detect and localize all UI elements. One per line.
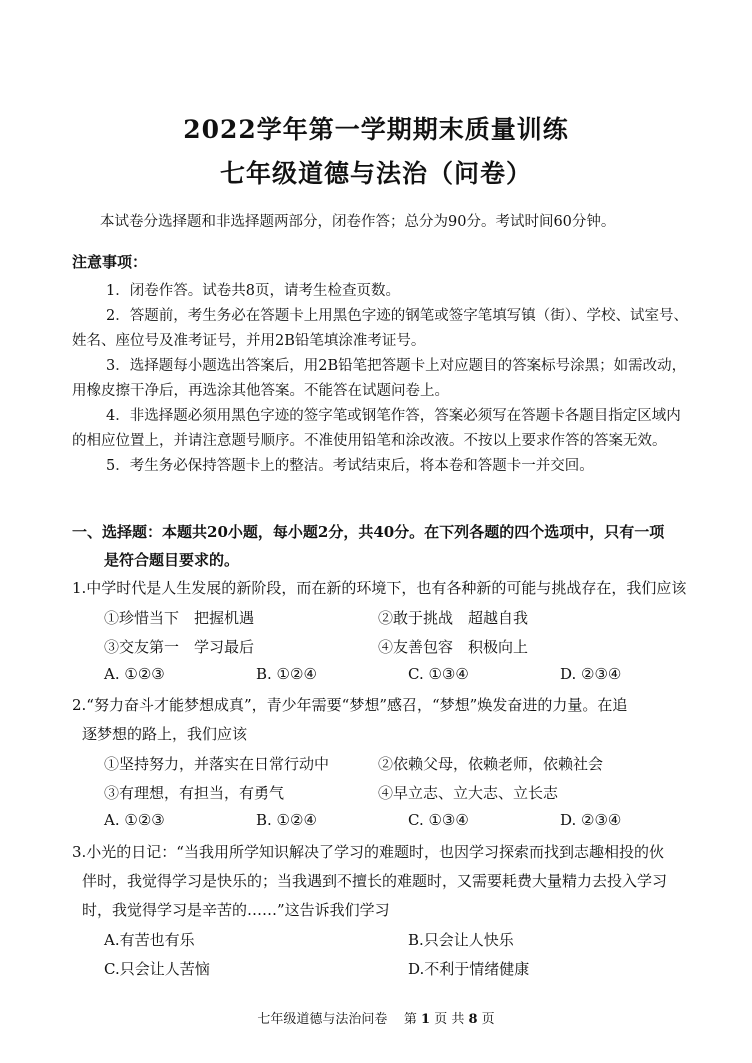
notice-item: 4．非选择题必须用黑色字迹的签字笔或钢笔作答，答案必须写在答题卡各题目指定区域内的相应位置上，并请注意题号顺序。不准使用铅笔和涂改液。不按以上要求作答的答案无效。 — [72, 408, 681, 449]
question-2-stem-line: 2.“努力奋斗才能梦想成真”，青少年需要“梦想”感召，“梦想”焕发奋进的力量。在追 — [72, 696, 628, 714]
footer-page-label: 第 — [403, 1012, 417, 1027]
question-1-item: ②敢于挑战 超越自我 — [378, 609, 529, 627]
question-2-stem — [72, 691, 696, 749]
question-1-choice-c: C. ①③④ — [408, 665, 469, 683]
question-2-item: ②依赖父母，依赖老师，依赖社会 — [378, 755, 604, 773]
question-3-stem-line: 时，我觉得学习是辛苦的……”这告诉我们学习 — [82, 901, 390, 919]
exam-title: 2022学年第一学期期末质量训练 — [183, 115, 569, 144]
footer-subject: 七年级道德与法治问卷 — [257, 1012, 388, 1027]
question-1-item: ③交友第一 学习最后 — [104, 638, 255, 656]
question-3-stem-line: 3.小光的日记：“当我用所学知识解决了学习的难题时，也因学习探索而找到志趣相投的伙 — [72, 843, 664, 861]
exam-subtitle: 七年级道德与法治（问卷） — [219, 159, 532, 188]
question-3-choice-c: C.只会让人苦恼 — [104, 960, 210, 978]
notice-list — [72, 279, 692, 479]
notice-item: 5．考生务必保持答题卡上的整洁。考试结束后，将本卷和答题卡一并交回。 — [106, 458, 594, 474]
section-heading — [72, 518, 696, 574]
question-1-choice-b: B. ①②④ — [256, 665, 317, 683]
question-1-choice-d: D. ②③④ — [560, 665, 622, 683]
question-1-item: ④友善包容 积极向上 — [378, 638, 529, 656]
question-1-item: ①珍惜当下 把握机遇 — [104, 609, 255, 627]
footer-page-mid: 页 共 — [434, 1012, 465, 1027]
exam-intro: 本试卷分选择题和非选择题两部分，闭卷作答；总分为90分。考试时间60分钟。 — [100, 214, 616, 230]
question-2-item: ④早立志、立大志、立长志 — [378, 784, 559, 802]
footer-page-number: 1 — [421, 1012, 431, 1027]
section-heading-line: 一、选择题：本题共20小题，每小题2分，共40分。在下列各题的四个选项中，只有一项 — [72, 523, 665, 541]
question-3-choice-d: D.不利于情绪健康 — [408, 960, 530, 978]
question-3-choice-a: A.有苦也有乐 — [104, 931, 195, 949]
question-1-choice-a: A. ①②③ — [104, 665, 165, 683]
notice-item: 3．选择题每小题选出答案后，用2B铅笔把答题卡上对应题目的答案标号涂黑；如需改动，用橡皮擦干净后，再选涂其他答案。不能答在试题问卷上。 — [72, 358, 687, 399]
question-2-choice-b: B. ①②④ — [256, 811, 317, 829]
question-2-choice-a: A. ①②③ — [104, 811, 165, 829]
question-3-choice-b: B.只会让人快乐 — [408, 931, 514, 949]
notice-heading: 注意事项： — [72, 253, 148, 271]
question-3-stem-line: 伴时，我觉得学习是快乐的；当我遇到不擅长的难题时，又需要耗费大量精力去投入学习 — [82, 872, 668, 890]
question-2-stem-line: 逐梦想的路上，我们应该 — [82, 725, 248, 743]
question-2-item: ③有理想，有担当，有勇气 — [104, 784, 285, 802]
section-heading-line: 是符合题目要求的。 — [104, 551, 240, 569]
question-2-choice-c: C. ①③④ — [408, 811, 469, 829]
question-3-stem — [72, 838, 696, 925]
footer-page-end: 页 — [481, 1012, 495, 1027]
notice-item: 1．闭卷作答。试卷共8页，请考生检查页数。 — [106, 283, 400, 299]
notice-item: 2．答题前，考生务必在答题卡上用黑色字迹的钢笔或签字笔填写镇（街）、学校、试室号、姓名、座位号及准考证号，并用2B铅笔填涂准考证号。 — [72, 308, 688, 349]
question-2-choice-d: D. ②③④ — [560, 811, 622, 829]
page-footer — [0, 1008, 752, 1027]
question-1-stem: 1.中学时代是人生发展的新阶段，而在新的环境下，也有各种新的可能与挑战存在，我们应该 — [72, 579, 687, 597]
question-2-item: ①坚持努力，并落实在日常行动中 — [104, 755, 330, 773]
footer-page-total: 8 — [468, 1012, 478, 1027]
